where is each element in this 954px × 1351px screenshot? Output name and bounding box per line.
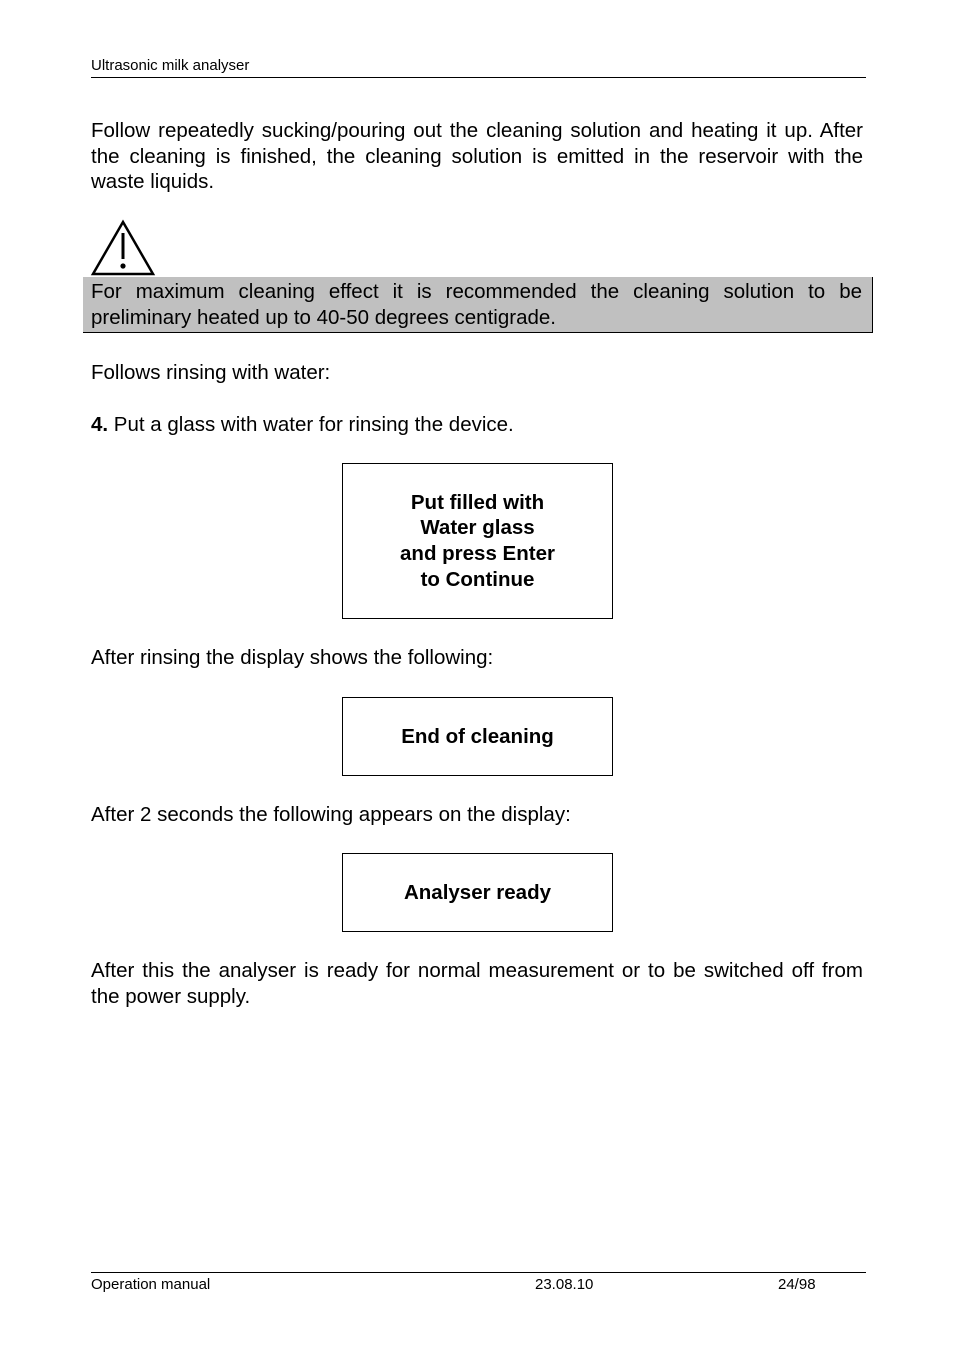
display-put-water-glass: [342, 463, 613, 619]
page-header: [91, 56, 866, 78]
display-line: to Continue: [420, 567, 535, 591]
paragraph-after-rinsing: After rinsing the display shows the following:: [91, 646, 494, 669]
footer-page-number: 24/98: [778, 1276, 816, 1293]
footer-date: 23.08.10: [535, 1276, 594, 1293]
display-line: End of cleaning: [401, 724, 554, 748]
step-text: Put a glass with water for rinsing the device.: [108, 413, 514, 436]
paragraph-rinsing: Follows rinsing with water:: [91, 361, 331, 384]
paragraph-ready: After this the analyser is ready for normal measurement or to be switched off from the power supply.: [91, 959, 863, 1008]
step-number: 4.: [91, 413, 109, 436]
display-line: Put filled with: [410, 490, 545, 514]
note-box: [83, 277, 873, 333]
header-title: Ultrasonic milk analyser: [91, 57, 250, 74]
step-4: [91, 412, 863, 438]
page-footer: [91, 1272, 866, 1295]
footer-doc-name: Operation manual: [91, 1276, 211, 1293]
paragraph-cleaning-repeat: Follow repeatedly sucking/pouring out the cleaning solution and heating it up. After the cleaning is finished, the cleaning solution is emitted in the reservoir with the waste liquids.: [91, 119, 863, 194]
paragraph-after-2-seconds: After 2 seconds the following appears on the display:: [91, 803, 571, 826]
display-analyser-ready: [342, 853, 613, 932]
warning-triangle-icon: [90, 219, 156, 277]
display-end-of-cleaning: [342, 697, 613, 776]
display-line: Water glass: [420, 516, 535, 540]
display-line: and press Enter: [400, 542, 555, 565]
note-text: For maximum cleaning effect it is recommended the cleaning solution to be preliminary heated up to 40-50 degrees centigrade.: [91, 280, 862, 329]
display-line: Analyser ready: [403, 880, 551, 904]
